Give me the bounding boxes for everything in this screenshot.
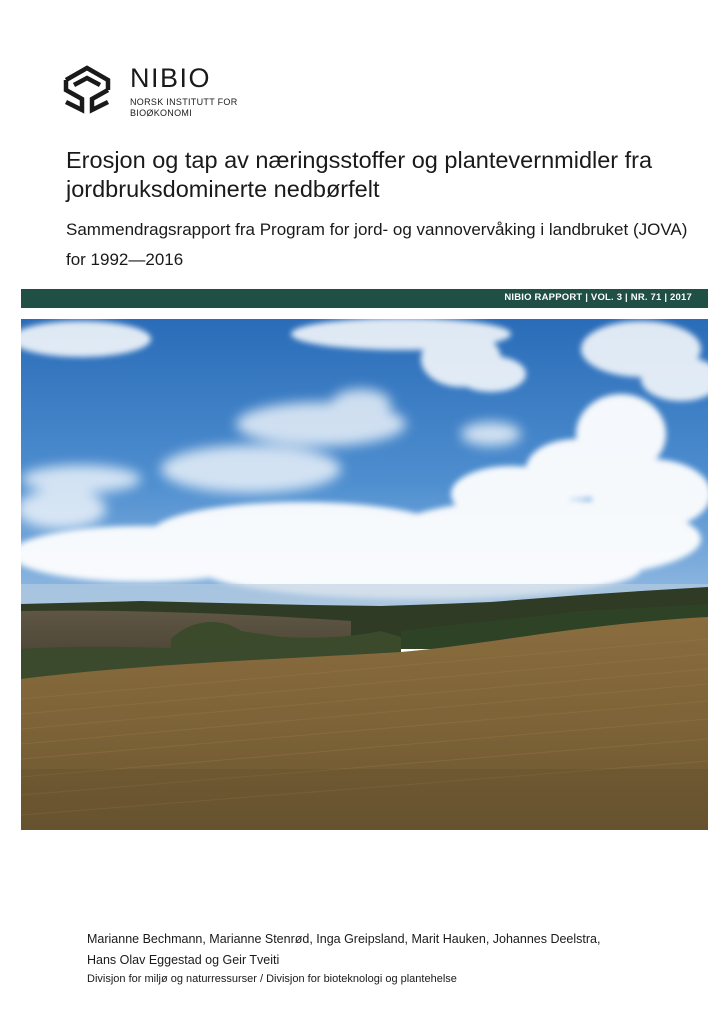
cover-photo — [21, 319, 708, 830]
logo-subtitle-line1: NORSK INSTITUTT FOR — [130, 97, 238, 107]
series-band — [21, 289, 708, 308]
report-title: Erosjon og tap av næringsstoffer og plantevernmidler fra jordbruksdominerte nedbørfelt — [66, 147, 653, 202]
landscape-image — [21, 319, 708, 830]
logo-subtitle-line2: BIOØKONOMI — [130, 108, 193, 118]
logo-subtitle — [130, 97, 238, 119]
report-subtitle: Sammendragsrapport fra Program for jord- og vannovervåking i landbruket (JOVA) for 1992—2016 — [66, 220, 688, 269]
nibio-logo — [62, 64, 262, 124]
series-info: NIBIO RAPPORT | VOL. 3 | NR. 71 | 2017 — [504, 292, 692, 303]
logo-name: NIBIO — [130, 63, 212, 93]
authors-line1: Marianne Bechmann, Marianne Stenrød, Inga Greipsland, Marit Hauken, Johannes Deelstra, — [87, 932, 601, 946]
division: Divisjon for miljø og naturressurser / Divisjon for bioteknologi og plantehelse — [87, 973, 457, 985]
authors-line2: Hans Olav Eggestad og Geir Tveiti — [87, 952, 280, 967]
authors — [87, 929, 687, 970]
nibio-logo-icon — [62, 64, 112, 118]
